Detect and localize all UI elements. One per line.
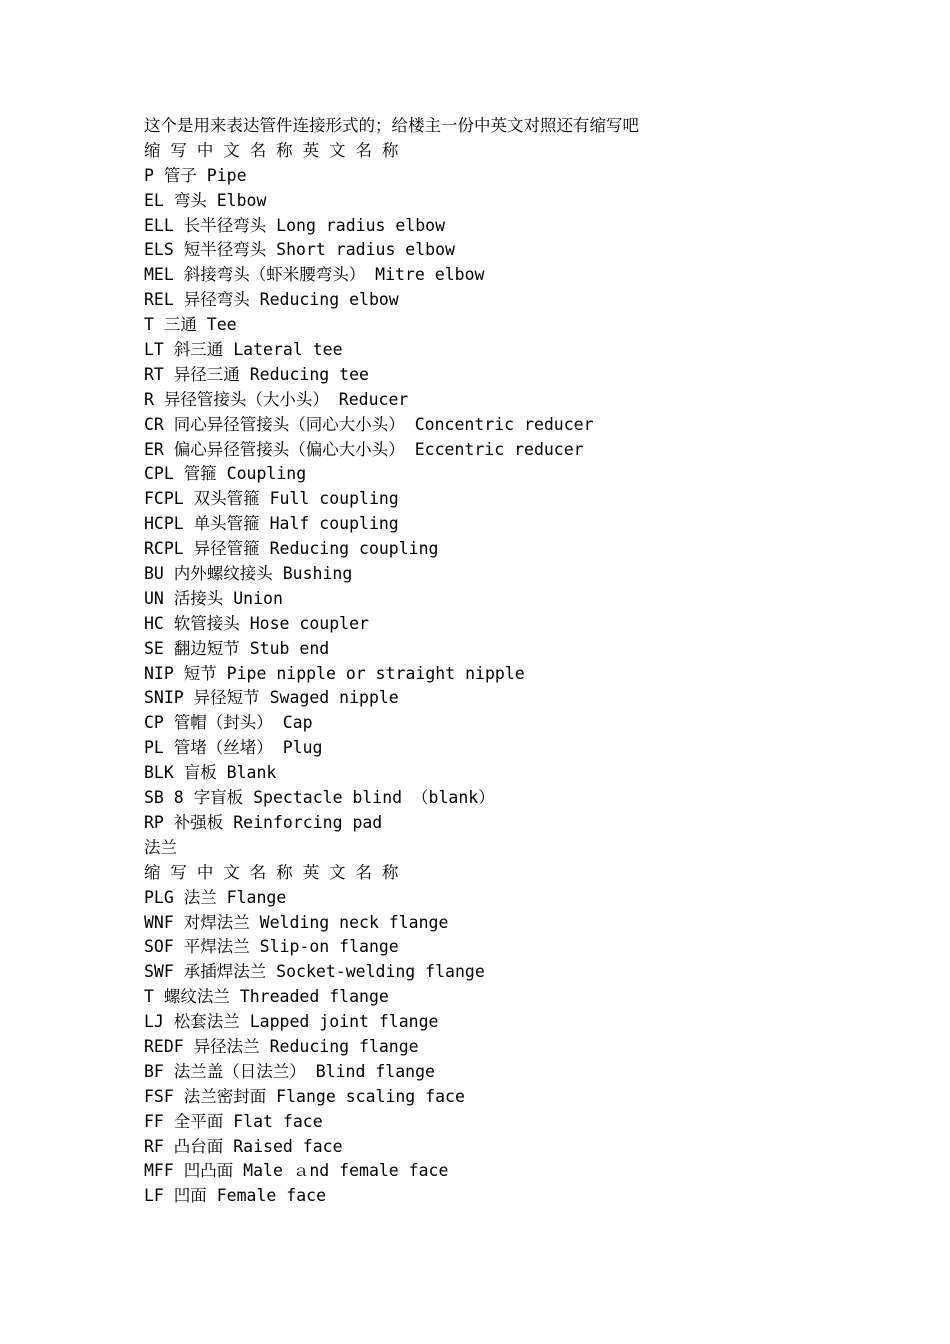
term-row: NIP 短节 Pipe nipple or straight nipple xyxy=(144,663,525,683)
term-row: RF 凸台面 Raised face xyxy=(144,1136,343,1156)
term-row: RP 补强板 Reinforcing pad xyxy=(144,812,383,832)
term-row: PLG 法兰 Flange xyxy=(144,887,287,907)
term-row: BF 法兰盖（日法兰） Blind flange xyxy=(144,1061,435,1081)
term-row: RT 异径三通 Reducing tee xyxy=(144,364,369,384)
term-row: LT 斜三通 Lateral tee xyxy=(144,340,343,360)
term-row: MEL 斜接弯头（虾米腰弯头） Mitre elbow xyxy=(144,265,485,285)
term-row: T 三通 Tee xyxy=(144,315,237,335)
document-body xyxy=(144,114,904,1209)
term-row: FSF 法兰密封面 Flange scaling face xyxy=(144,1086,465,1106)
section-heading-flange: 法兰 xyxy=(144,837,177,857)
term-row: HCPL 单头管箍 Half coupling xyxy=(144,514,399,534)
term-row: T 螺纹法兰 Threaded flange xyxy=(144,987,389,1007)
term-row: SOF 平焊法兰 Slip-on flange xyxy=(144,937,399,957)
term-row: SE 翻边短节 Stub end xyxy=(144,638,330,658)
term-row: RCPL 异径管箍 Reducing coupling xyxy=(144,539,439,559)
term-row: SB 8 字盲板 Spectacle blind （blank） xyxy=(144,788,495,808)
term-row: REL 异径弯头 Reducing elbow xyxy=(144,290,399,310)
term-row: CP 管帽（封头） Cap xyxy=(144,713,313,733)
term-row: R 异径管接头（大小头） Reducer xyxy=(144,389,409,409)
term-row: UN 活接头 Union xyxy=(144,588,283,608)
term-row: EL 弯头 Elbow xyxy=(144,190,267,210)
term-row: ELL 长半径弯头 Long radius elbow xyxy=(144,215,446,235)
table-header: 缩 写 中 文 名 称 英 文 名 称 xyxy=(144,140,399,160)
term-row: P 管子 Pipe xyxy=(144,165,247,185)
term-row: FCPL 双头管箍 Full coupling xyxy=(144,489,399,509)
term-row: BU 内外螺纹接头 Bushing xyxy=(144,564,353,584)
term-row: LF 凹面 Female face xyxy=(144,1186,327,1206)
term-row: ER 偏心异径管接头（偏心大小头） Eccentric reducer xyxy=(144,439,584,459)
term-row: PL 管堵（丝堵） Plug xyxy=(144,738,323,758)
term-row: CR 同心异径管接头（同心大小头） Concentric reducer xyxy=(144,414,594,434)
term-row: REDF 异径法兰 Reducing flange xyxy=(144,1036,419,1056)
term-row: WNF 对焊法兰 Welding neck flange xyxy=(144,912,449,932)
term-row: MFF 凹凸面 Male ａnd female face xyxy=(144,1161,449,1181)
term-row: ELS 短半径弯头 Short radius elbow xyxy=(144,240,455,260)
term-row: LJ 松套法兰 Lapped joint flange xyxy=(144,1012,439,1032)
term-row: HC 软管接头 Hose coupler xyxy=(144,613,369,633)
intro-text: 这个是用来表达管件连接形式的；给楼主一份中英文对照还有缩写吧 xyxy=(144,116,639,135)
term-row: CPL 管箍 Coupling xyxy=(144,464,307,484)
term-row: SNIP 异径短节 Swaged nipple xyxy=(144,688,399,708)
term-row: FF 全平面 Flat face xyxy=(144,1111,323,1131)
term-row: BLK 盲板 Blank xyxy=(144,763,277,783)
table-header: 缩 写 中 文 名 称 英 文 名 称 xyxy=(144,862,399,882)
term-row: SWF 承插焊法兰 Socket-welding flange xyxy=(144,962,485,982)
